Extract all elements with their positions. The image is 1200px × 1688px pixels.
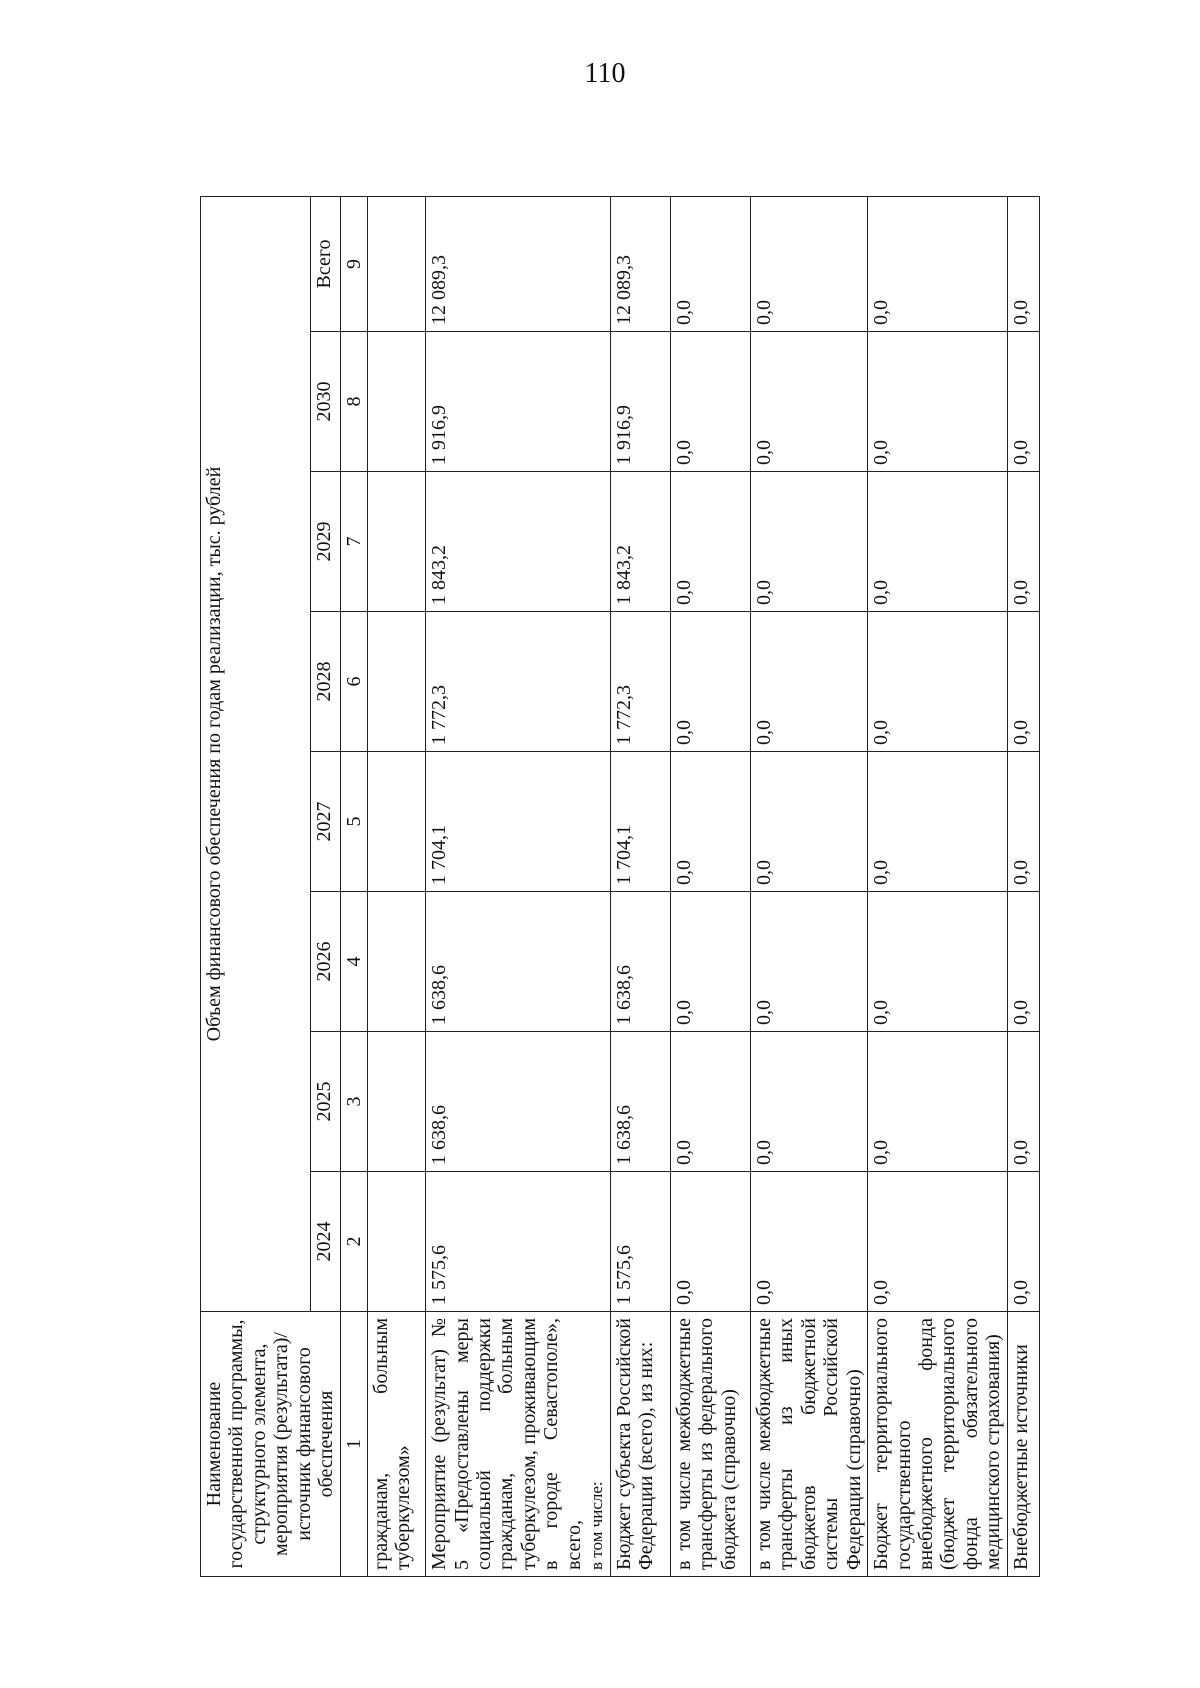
- row-value: 0,0: [670, 892, 750, 1032]
- row-value: 0,0: [670, 196, 750, 331]
- row-value: 0,0: [868, 196, 1008, 331]
- row-value: 1 638,6: [610, 892, 670, 1032]
- row-value: 0,0: [868, 332, 1008, 472]
- header-year: 2028: [310, 612, 340, 752]
- row-value: 0,0: [1007, 196, 1039, 331]
- row-value: 1 638,6: [426, 892, 611, 1032]
- page-number: 110: [584, 58, 626, 89]
- row-label: Бюджет субъекта Российской Федерации (всего), из них:: [610, 1312, 670, 1577]
- row-value: 0,0: [670, 752, 750, 892]
- row-value: 12 089,3: [610, 196, 670, 331]
- column-number: 8: [340, 332, 367, 472]
- row-value: [368, 472, 426, 612]
- column-number: 7: [340, 472, 367, 612]
- row-value: 0,0: [751, 1032, 868, 1172]
- row-value: 1 843,2: [426, 472, 611, 612]
- row-value: 0,0: [751, 472, 868, 612]
- row-value: 0,0: [670, 472, 750, 612]
- row-value: 0,0: [751, 1172, 868, 1312]
- row-value: 1 704,1: [610, 752, 670, 892]
- header-group-title: Объем финансового обеспечения по годам реализации, тыс. рублей: [201, 196, 311, 1311]
- row-value: 12 089,3: [426, 196, 611, 331]
- row-value: 1 575,6: [610, 1172, 670, 1312]
- row-value: 0,0: [868, 472, 1008, 612]
- column-number: 3: [340, 1032, 367, 1172]
- row-label: в том числе межбюджетные трансферты из иных бюджетов бюджетной системы Российской Федерации (справочно): [751, 1312, 868, 1577]
- row-value: 0,0: [1007, 332, 1039, 472]
- row-value: 1 916,9: [610, 332, 670, 472]
- header-year: 2026: [310, 892, 340, 1032]
- row-value: 0,0: [868, 612, 1008, 752]
- header-name-column: Наименование государственной программы, структурного элемента, мероприятия (результата)/источник финансового обеспечения: [201, 1312, 341, 1577]
- row-value: [368, 1172, 426, 1312]
- row-value: [368, 196, 426, 331]
- row-value: 1 638,6: [426, 1032, 611, 1172]
- row-label: [426, 1312, 611, 1577]
- row-value: 0,0: [868, 892, 1008, 1032]
- row-value: 0,0: [868, 1032, 1008, 1172]
- header-year: 2024: [310, 1172, 340, 1312]
- row-value: 0,0: [670, 612, 750, 752]
- row-value: 1 916,9: [426, 332, 611, 472]
- table-row: [751, 196, 868, 1576]
- rotated-table-wrapper: [200, 197, 1040, 1577]
- header-year: 2029: [310, 472, 340, 612]
- column-number: 1: [340, 1312, 367, 1577]
- row-value: 1 638,6: [610, 1032, 670, 1172]
- table-row: [670, 196, 750, 1576]
- row-value: 0,0: [1007, 1032, 1039, 1172]
- header-year: 2027: [310, 752, 340, 892]
- row-value: 0,0: [1007, 612, 1039, 752]
- row-value: 0,0: [1007, 752, 1039, 892]
- row-value: [368, 752, 426, 892]
- header-year: 2025: [310, 1032, 340, 1172]
- table-row: [426, 196, 611, 1576]
- row-value: [368, 1032, 426, 1172]
- row-value: 0,0: [868, 1172, 1008, 1312]
- row-label: в том числе межбюджетные трансферты из федерального бюджета (справочно): [670, 1312, 750, 1577]
- row-value: 1 772,3: [426, 612, 611, 752]
- header-year: 2030: [310, 332, 340, 472]
- table-row: [368, 196, 426, 1576]
- column-number: 4: [340, 892, 367, 1032]
- row-value: 0,0: [1007, 1172, 1039, 1312]
- column-number: 5: [340, 752, 367, 892]
- row-value: 0,0: [751, 196, 868, 331]
- header-total: Всего: [310, 196, 340, 331]
- row-value: [368, 332, 426, 472]
- row-label: Бюджет территориального государственного внебюджетного фонда (бюджет территориального фонда обязательного медицинского страхования): [868, 1312, 1008, 1577]
- row-value: 0,0: [670, 332, 750, 472]
- row-sublabel: в том числе:: [586, 1481, 606, 1570]
- column-number: 6: [340, 612, 367, 752]
- row-value: 0,0: [1007, 892, 1039, 1032]
- row-value: 0,0: [751, 752, 868, 892]
- row-value: 0,0: [670, 1032, 750, 1172]
- row-value: 0,0: [751, 612, 868, 752]
- row-value: 0,0: [670, 1172, 750, 1312]
- row-value: 0,0: [751, 892, 868, 1032]
- row-value: 0,0: [751, 332, 868, 472]
- row-value: 1 843,2: [610, 472, 670, 612]
- row-label-text: Мероприятие (результат) № 5 «Предоставлены меры социальной поддержки гражданам, больным туберкулезом, проживающим в городе Севастополе», всего,: [428, 1318, 585, 1570]
- row-label: гражданам, больным туберкулезом»: [368, 1312, 426, 1577]
- column-number: 2: [340, 1172, 367, 1312]
- row-value: 0,0: [868, 752, 1008, 892]
- table-row: [610, 196, 670, 1576]
- row-value: 1 575,6: [426, 1172, 611, 1312]
- table-row: [868, 196, 1008, 1576]
- column-number: 9: [340, 196, 367, 331]
- financing-table: [200, 196, 1040, 1577]
- row-value: [368, 612, 426, 752]
- row-value: 1 772,3: [610, 612, 670, 752]
- row-value: 0,0: [1007, 472, 1039, 612]
- row-label: Внебюджетные источники: [1007, 1312, 1039, 1577]
- row-value: [368, 892, 426, 1032]
- table-row: [1007, 196, 1039, 1576]
- row-value: 1 704,1: [426, 752, 611, 892]
